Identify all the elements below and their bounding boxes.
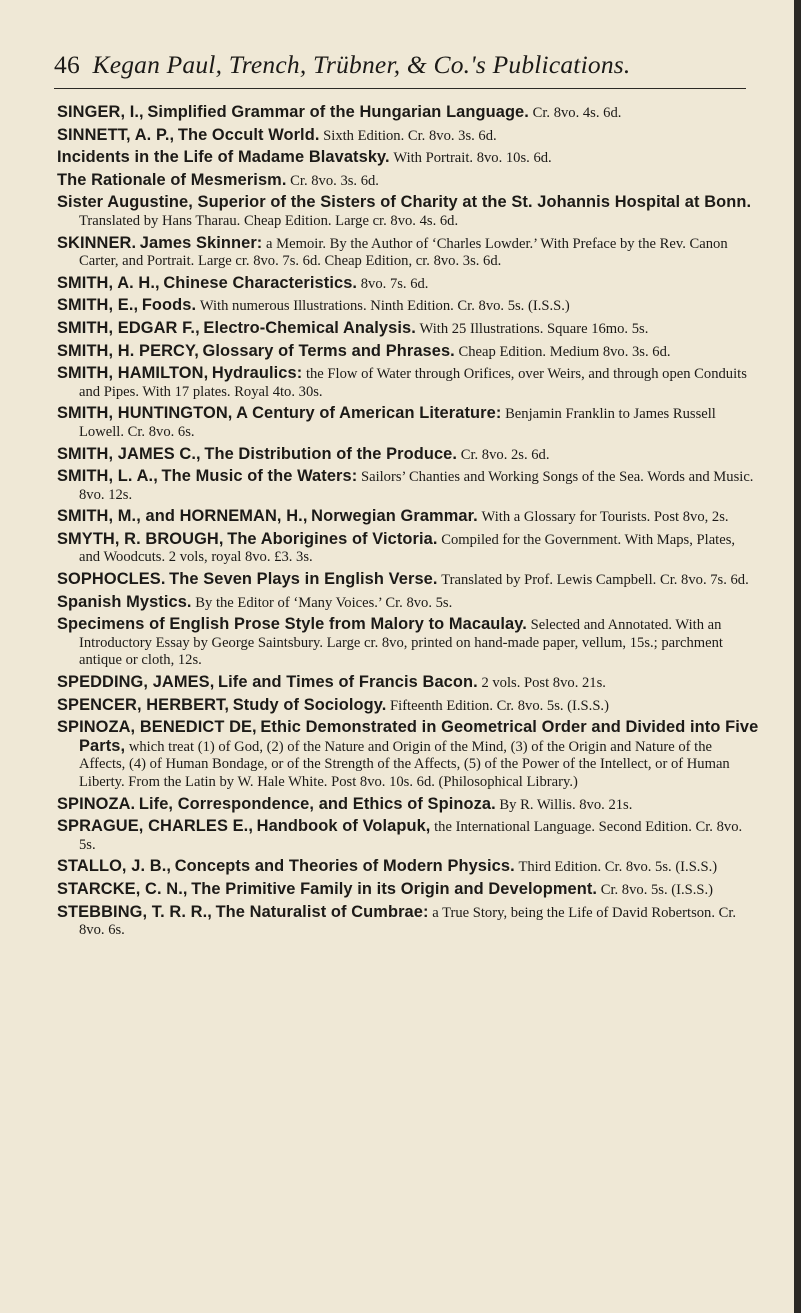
entry-detail: Third Edition. Cr. 8vo. 5s. (I.S.S.) (518, 859, 718, 876)
entry-title: Electro-Chemical Analysis. (203, 318, 416, 337)
entry-author: SMITH, JAMES C., (57, 444, 201, 463)
entry-detail: With a Glossary for Tourists. Post 8vo, 2s. (481, 509, 729, 526)
catalogue-entry (57, 904, 759, 940)
header-rule (54, 88, 746, 89)
catalogue-entry (57, 320, 759, 339)
entry-detail: Translated by Hans Tharau. Cheap Edition. Large cr. 8vo. 4s. 6d. (79, 212, 459, 229)
entry-detail: Benjamin Franklin to James Russell Lowell. Cr. 8vo. 6s. (79, 406, 716, 440)
entry-title: Handbook of Volapuk, (256, 817, 431, 836)
catalogue-entry (57, 468, 759, 504)
catalogue-entry (57, 719, 759, 791)
entry-detail: Cr. 8vo. 4s. 6d. (532, 105, 622, 121)
entry-detail: 8vo. 7s. 6d. (360, 275, 429, 292)
catalogue-entry (57, 194, 759, 230)
entry-title: Simplified Grammar of the Hungarian Language. (147, 103, 529, 121)
entry-author: SPENCER, HERBERT, (57, 695, 230, 714)
entry-title: The Seven Plays in English Verse. (169, 570, 438, 589)
entry-author: SMITH, M., and HORNEMAN, H., (57, 507, 308, 526)
entry-title: Foods. (141, 296, 197, 315)
entry-detail: 2 vols. Post 8vo. 21s. (481, 675, 606, 692)
entry-title: Spanish Mystics. (57, 592, 192, 611)
entry-title: The Rationale of Mesmerism. (57, 170, 287, 189)
entry-detail: With 25 Illustrations. Square 16mo. 5s. (419, 320, 649, 337)
catalogue-entry (57, 149, 759, 168)
catalogue-entry (57, 697, 759, 716)
entry-detail: Sailors’ Chanties and Working Songs of the Sea. Words and Music. 8vo. 12s. (79, 469, 754, 503)
entry-title: The Music of the Waters: (161, 467, 358, 486)
entry-title: Norwegian Grammar. (311, 507, 478, 526)
entry-title: Ethic Demonstrated in Geometrical Order and Divided into Five Parts, (79, 718, 759, 755)
entry-detail: Fifteenth Edition. Cr. 8vo. 5s. (I.S.S.) (390, 697, 609, 714)
page-number: 46 (54, 50, 80, 79)
running-head: Kegan Paul, Trench, Trübner, & Co.'s Publications. (92, 50, 631, 79)
entry-author: STALLO, J. B., (57, 857, 172, 876)
entry-author: SMITH, EDGAR F., (57, 318, 200, 337)
entry-detail: the Flow of Water through Orifices, over Weirs, and through open Conduits and Pipes. With 17 plates. Royal 4to. 30s. (79, 366, 747, 400)
catalogue-entry (57, 571, 759, 590)
entry-detail: Selected and Annotated. With an Introductory Essay by George Saintsbury. Large cr. 8vo, printed on hand-made paper, vellum, 15s.; parchment antique or cloth, 12s. (79, 617, 723, 669)
catalogue-entry (57, 275, 759, 294)
entry-detail: Sixth Edition. Cr. 8vo. 3s. 6d. (323, 127, 497, 144)
entry-detail: Compiled for the Government. With Maps, Plates, and Woodcuts. 2 vols, royal 8vo. £3. 3s. (79, 531, 736, 566)
entry-title: The Aborigines of Victoria. (227, 529, 438, 548)
entry-title: Incidents in the Life of Madame Blavatsky. (57, 148, 390, 167)
catalogue-entry (57, 172, 759, 191)
entry-author: SMITH, H. PERCY, (57, 341, 199, 360)
entry-detail: Cheap Edition. Medium 8vo. 3s. 6d. (458, 343, 671, 360)
entry-title: James Skinner: (139, 233, 263, 252)
entry-title: Concepts and Theories of Modern Physics. (174, 857, 515, 876)
entry-author: SMITH, HAMILTON, (57, 364, 209, 383)
entry-detail: the International Language. Second Edition. Cr. 8vo. 5s. (79, 819, 743, 853)
entry-title: Life and Times of Francis Bacon. (218, 673, 478, 692)
catalogue-entry (57, 365, 759, 401)
catalogue-entry (57, 343, 759, 362)
entry-author: SMITH, A. H., (57, 273, 160, 292)
entry-title: Specimens of English Prose Style from Malory to Macaulay. (57, 615, 527, 634)
entry-author: SMITH, L. A., (57, 467, 158, 486)
entry-title: Hydraulics: (211, 364, 303, 383)
entry-title: Glossary of Terms and Phrases. (202, 341, 455, 360)
entry-author: SPEDDING, JAMES, (57, 673, 215, 692)
page-edge-shadow (794, 0, 801, 1313)
entry-detail: By R. Willis. 8vo. 21s. (499, 796, 633, 813)
entry-author: SOPHOCLES. (57, 570, 166, 589)
entry-detail: Translated by Prof. Lewis Campbell. Cr. 8vo. 7s. 6d. (441, 572, 749, 589)
entry-detail: which treat (1) of God, (2) of the Nature and Origin of the Mind, (3) of the Origin and Nature of the Affects, (4) of Human Bondage, or of the Strength of the Affects, (5) of the Power of the Intellect, or of Human Liberty. From the Latin by W. Hale White. Post 8vo. 10s. 6d. (Philosophical Library.) (79, 738, 730, 790)
catalogue-entry (57, 127, 759, 146)
catalogue-entry (57, 818, 759, 854)
catalogue-entry (57, 796, 759, 815)
entry-title: The Distribution of the Produce. (204, 444, 458, 463)
catalogue-entry (57, 508, 759, 527)
entry-detail: a Memoir. By the Author of ‘Charles Lowder.’ With Preface by the Rev. Canon Carter, and Portrait. Large cr. 8vo. 7s. 6d. Cheap Edition, cr. 8vo. 3s. 6d. (79, 235, 728, 270)
entry-author: SPINOZA. (57, 794, 136, 813)
page-header (54, 50, 754, 80)
entry-author: SMYTH, R. BROUGH, (57, 529, 224, 548)
catalogue-entry (57, 674, 759, 693)
catalogue-entry (57, 446, 759, 465)
entry-detail: With Portrait. 8vo. 10s. 6d. (393, 150, 552, 167)
entry-author: SPRAGUE, CHARLES E., (57, 817, 253, 836)
entry-title: The Primitive Family in its Origin and Development. (191, 879, 598, 898)
entry-detail: Cr. 8vo. 5s. (I.S.S.) (600, 881, 714, 898)
entry-title: Study of Sociology. (232, 695, 387, 714)
entry-detail: By the Editor of ‘Many Voices.’ Cr. 8vo. 5s. (195, 594, 453, 611)
entry-title: Sister Augustine, Superior of the Sisters of Charity at the St. Johannis Hospital at Bonn. (57, 193, 752, 212)
entry-title: A Century of American Literature: (236, 404, 502, 423)
catalogue-entries (57, 104, 759, 944)
entry-author: STEBBING, T. R. R., (57, 902, 212, 921)
entry-title: Life, Correspondence, and Ethics of Spinoza. (138, 794, 496, 813)
entry-author: SMITH, HUNTINGTON, (57, 404, 233, 423)
entry-detail: With numerous Illustrations. Ninth Edition. Cr. 8vo. 5s. (I.S.S.) (199, 298, 570, 315)
entry-author: SINNETT, A. P., (57, 125, 175, 144)
catalogue-entry (57, 858, 759, 877)
catalogue-entry (57, 881, 759, 900)
entry-author: SMITH, E., (57, 296, 139, 315)
entry-author: STARCKE, C. N., (57, 879, 188, 898)
entry-author: SKINNER. (57, 233, 137, 252)
entry-author: SPINOZA, BENEDICT DE, (57, 718, 257, 737)
entry-author: SINGER, I., (57, 103, 144, 121)
entry-detail: Cr. 8vo. 3s. 6d. (290, 172, 379, 189)
entry-detail: Cr. 8vo. 2s. 6d. (460, 446, 550, 463)
catalogue-entry (57, 297, 759, 316)
catalogue-entry (57, 531, 759, 567)
catalogue-entry (57, 104, 759, 123)
entry-detail: a True Story, being the Life of David Robertson. Cr. 8vo. 6s. (79, 904, 737, 939)
catalogue-entry (57, 405, 759, 441)
entry-title: The Occult World. (177, 125, 320, 144)
entry-title: Chinese Characteristics. (163, 273, 358, 292)
catalogue-entry (57, 594, 759, 613)
entry-title: The Naturalist of Cumbrae: (215, 902, 429, 921)
catalogue-entry (57, 235, 759, 271)
catalogue-entry (57, 616, 759, 670)
